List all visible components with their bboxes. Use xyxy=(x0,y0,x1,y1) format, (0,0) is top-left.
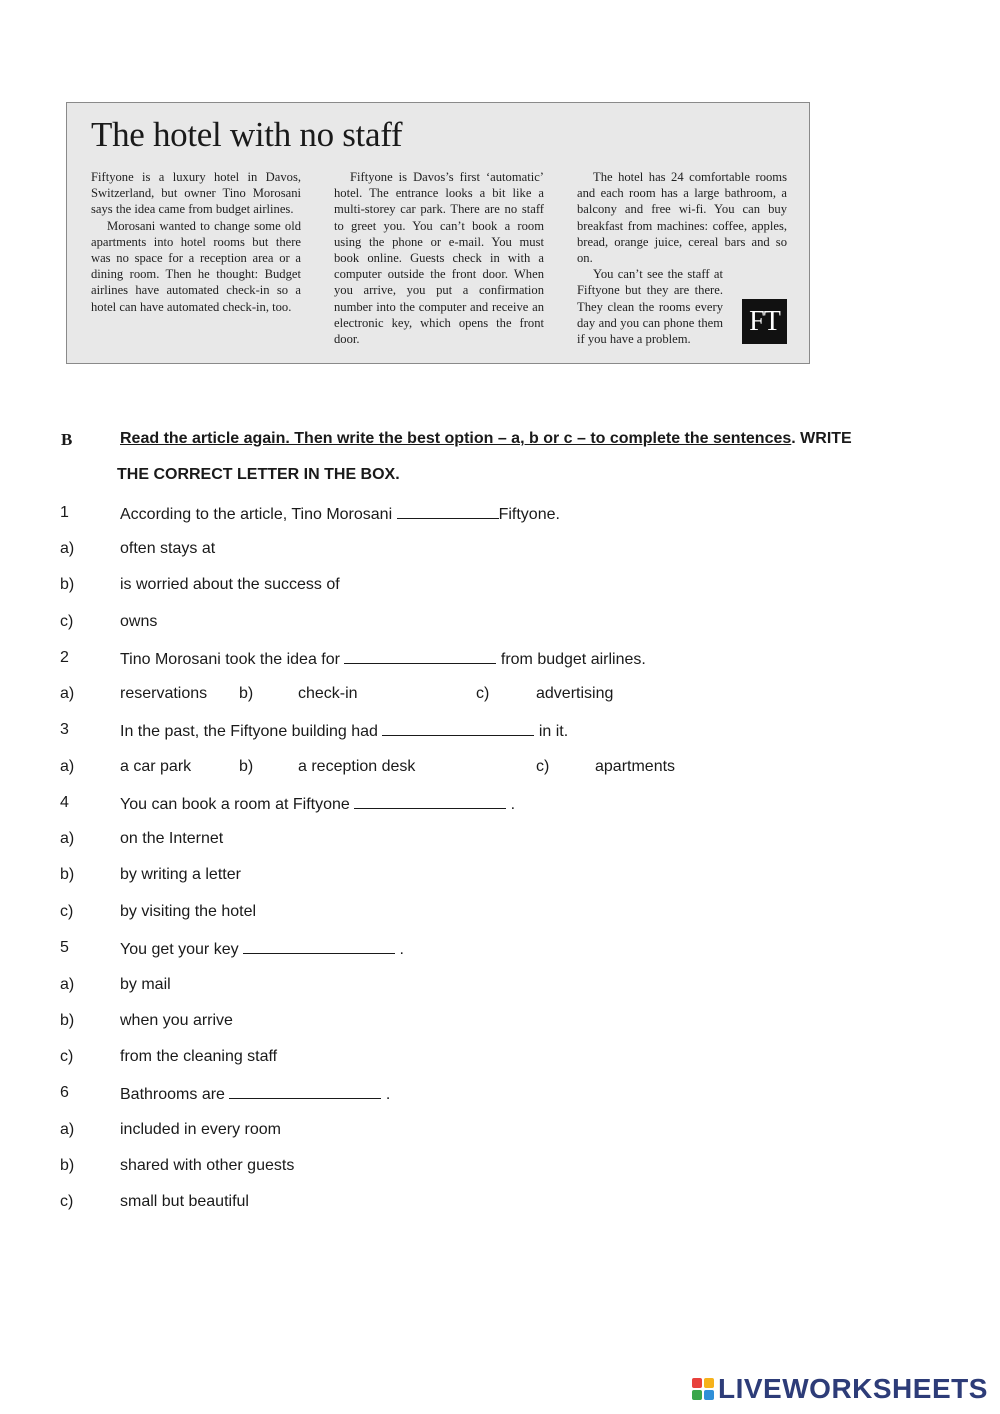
option-label: a) xyxy=(60,830,75,847)
question-number: 4 xyxy=(60,794,69,811)
question-text xyxy=(120,504,560,524)
option-text: apartments xyxy=(595,758,676,775)
question-end: . xyxy=(395,941,404,958)
question-stem: According to the article, Tino Morosani xyxy=(120,506,397,523)
answer-blank[interactable] xyxy=(243,939,395,954)
option-text: included in every room xyxy=(120,1121,281,1138)
liveworksheets-logo xyxy=(692,1374,988,1404)
logo-tile xyxy=(692,1378,702,1388)
question-text xyxy=(120,721,568,741)
article-box xyxy=(66,102,810,364)
answer-blank[interactable] xyxy=(344,649,496,664)
option-text: a reception desk xyxy=(298,758,416,775)
question-end: from budget airlines. xyxy=(496,651,646,668)
option-label: c) xyxy=(60,1193,74,1210)
task-instruction-line-2: THE CORRECT LETTER IN THE BOX. xyxy=(117,466,400,483)
option-text: advertising xyxy=(536,685,614,702)
question-end: in it. xyxy=(534,723,569,740)
option-text: on the Internet xyxy=(120,830,224,847)
option-text: check-in xyxy=(298,685,358,702)
option-text: by visiting the hotel xyxy=(120,903,257,920)
option-text: often stays at xyxy=(120,540,216,557)
question-text xyxy=(120,939,404,959)
logo-tile xyxy=(704,1378,714,1388)
article-paragraph: The hotel has 24 comfortable rooms and each room has a large bathroom, a balcony and free wi-fi. You can buy breakfast from machines: coffee, apples, bread, orange juice, cereal bars and so on. xyxy=(577,170,787,266)
option-label: b) xyxy=(60,1012,75,1029)
article-title: The hotel with no staff xyxy=(91,115,403,154)
question-number: 3 xyxy=(60,721,69,738)
option-label: a) xyxy=(60,1121,75,1138)
question-stem: In the past, the Fiftyone building had xyxy=(120,723,383,740)
logo-tile xyxy=(692,1390,702,1400)
question-end: . xyxy=(506,796,516,813)
article-paragraph: Fiftyone is a luxury hotel in Davos, Switzerland, but owner Tino Morosani says the idea came from budget airlines. xyxy=(91,170,301,217)
option-label: c) xyxy=(60,1048,74,1065)
option-label: b) xyxy=(60,576,75,593)
question-number: 6 xyxy=(60,1084,69,1101)
article-paragraph: Morosani wanted to change some old apartments into hotel rooms but there was no space for a reception area or a dining room. Then he thought: Budget airlines have automated check-in so a hotel can have automated check-in, too. xyxy=(91,218,301,314)
option-text: a car park xyxy=(120,758,192,775)
option-text: shared with other guests xyxy=(120,1157,295,1174)
option-text: small but beautiful xyxy=(120,1193,249,1210)
question-stem: You get your key xyxy=(120,941,244,958)
question-stem: Bathrooms are xyxy=(120,1086,230,1103)
question-number: 5 xyxy=(60,939,69,956)
answer-blank[interactable] xyxy=(382,721,534,736)
option-text: reservations xyxy=(120,685,208,702)
option-label: b) xyxy=(60,866,75,883)
question-end: Fiftyone. xyxy=(498,506,560,523)
option-text: owns xyxy=(120,613,158,630)
question-text xyxy=(120,1084,390,1104)
option-label: b) xyxy=(239,685,254,702)
task-instruction xyxy=(120,430,852,448)
answer-blank[interactable] xyxy=(354,794,506,809)
question-text xyxy=(120,649,646,669)
option-label: c) xyxy=(60,613,74,630)
option-label: a) xyxy=(60,758,75,775)
question-stem: Tino Morosani took the idea for xyxy=(120,651,345,668)
logo-tile xyxy=(704,1390,714,1400)
answer-blank[interactable] xyxy=(397,504,499,519)
liveworksheets-logo-icon xyxy=(692,1378,714,1400)
article-column-2 xyxy=(334,169,544,347)
liveworksheets-brand-text: LIVEWORKSHEETS xyxy=(718,1373,988,1404)
option-label: b) xyxy=(60,1157,75,1174)
option-label: c) xyxy=(60,903,74,920)
option-label: c) xyxy=(536,758,550,775)
option-label: c) xyxy=(476,685,490,702)
option-text: is worried about the success of xyxy=(120,576,340,593)
option-label: a) xyxy=(60,540,75,557)
article-column-1 xyxy=(91,169,301,315)
option-label: b) xyxy=(239,758,254,775)
option-text: by mail xyxy=(120,976,171,993)
task-letter: B xyxy=(61,430,73,449)
article-paragraph: Fiftyone is Davos’s first ‘automatic’ hotel. The entrance looks a bit like a multi-storey car park. There are no staff to greet you. You can’t book a room using the phone or e-mail. You must book online. Guests check in with a computer outside the front door. When you arrive, you put a confirmation number into the computer and receive an electronic key, which opens the front door. xyxy=(334,170,544,347)
instruction-underlined: Read the article again. Then write the best option – a, b or c – to complete the sentences xyxy=(120,430,792,447)
instruction-rest: . WRITE xyxy=(791,430,852,447)
question-number: 2 xyxy=(60,649,69,666)
option-label: a) xyxy=(60,976,75,993)
question-text xyxy=(120,794,515,814)
question-number: 1 xyxy=(60,504,69,521)
article-paragraph: You can’t see the staff at Fiftyone but they are there. They clean the rooms every day and you can phone them if you have a problem. xyxy=(577,267,723,347)
question-stem: You can book a room at Fiftyone xyxy=(120,796,355,813)
answer-blank[interactable] xyxy=(229,1084,381,1099)
ft-logo: FT xyxy=(742,299,787,344)
option-text: from the cleaning staff xyxy=(120,1048,278,1065)
question-end: . xyxy=(381,1086,391,1103)
option-text: when you arrive xyxy=(120,1012,233,1029)
option-text: by writing a letter xyxy=(120,866,241,883)
option-label: a) xyxy=(60,685,75,702)
